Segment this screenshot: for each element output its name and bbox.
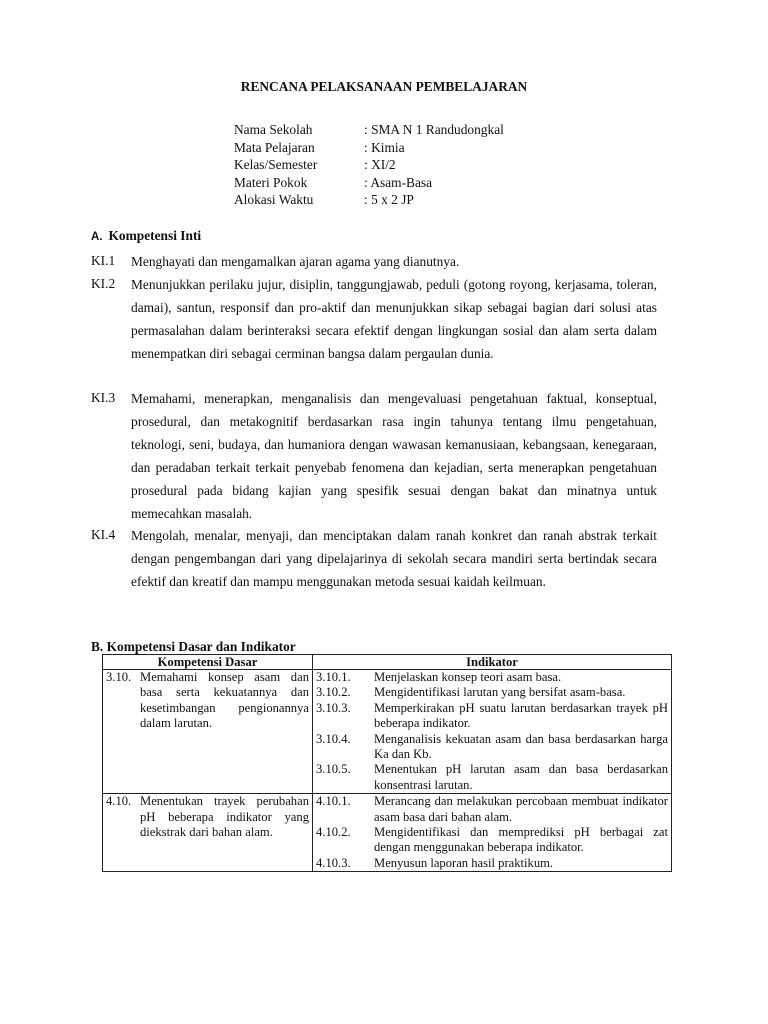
kd-number: 3.10. xyxy=(106,670,132,684)
section-b-heading: B. Kompetensi Dasar dan Indikator xyxy=(91,639,296,654)
identity-row xyxy=(234,156,504,174)
identity-label: Nama Sekolah xyxy=(234,122,313,137)
table-row xyxy=(103,794,672,872)
kd-cell xyxy=(103,670,313,794)
indicator-number: 3.10.2. xyxy=(316,685,351,700)
ki-code: KI.4 xyxy=(91,527,116,542)
identity-label: Materi Pokok xyxy=(234,174,308,190)
indicator-text: Merancang dan melakukan percobaan membuat indikator asam basa dari bahan alam. xyxy=(374,794,668,824)
identity-value: : SMA N 1 Randudongkal xyxy=(364,122,504,137)
indicator-cell xyxy=(313,670,672,794)
identity-block xyxy=(234,121,504,209)
kd-text: Menentukan trayek perubahan pH beberapa indikator yang diekstrak dari bahan alam. xyxy=(140,794,309,840)
indicator-number: 3.10.4. xyxy=(316,731,351,746)
indicator-text: Menyusun laporan hasil praktikum. xyxy=(374,855,554,870)
identity-row xyxy=(234,121,504,139)
ki-text: Menghayati dan mengamalkan ajaran agama yang dianutnya. xyxy=(131,254,460,269)
ki-text: Menunjukkan perilaku jujur, disiplin, tanggungjawab, peduli (gotong royong, kerjasama, toleran, damai), santun, responsif dan pro-aktif dan menunjukkan sikap sebagai bagian dari solusi atas permasalahan dalam berinteraksi secara efektif dengan lingkungan sosial dan alam serta dalam menempatkan diri sebagai cerminan bangsa dalam pergaulan dunia. xyxy=(131,277,657,361)
ki-code: KI.1 xyxy=(91,253,116,268)
kd-cell xyxy=(103,794,313,872)
indicator-number: 4.10.2. xyxy=(316,825,351,840)
indicator-text: Memperkirakan pH suatu larutan berdasarkan trayek pH beberapa indikator. xyxy=(374,700,668,731)
indicator-number: 4.10.1. xyxy=(316,794,351,809)
indicator-number: 3.10.5. xyxy=(316,762,351,777)
table-row xyxy=(103,670,672,794)
ki-text: Mengolah, menalar, menyaji, dan menciptakan dalam ranah konkret dan ranah abstrak terkait dengan pengembangan dari yang dipelajarinya di sekolah secara mandiri serta bertindak secara efektif dan kreatif dan mampu menggunakan metoda sesuai kaidah keilmuan. xyxy=(131,528,657,589)
section-a-title: Kompetensi Inti xyxy=(108,228,202,243)
indicator-number: 3.10.1. xyxy=(316,670,351,684)
section-a-heading xyxy=(91,228,201,244)
identity-value: : 5 x 2 JP xyxy=(364,192,414,207)
ki-text: Memahami, menerapkan, menganalisis dan mengevaluasi pengetahuan faktual, konseptual, prosedural, dan metakognitif berdasarkan rasa ingin tahunya tentang ilmu pengetahuan, teknologi, seni, budaya, dan humaniora dengan wawasan kemanusiaan, kebangsaan, kenegaraan, dan peradaban terkait terkait penyebab fenomena dan kejadian, serta menerapkan pengetahuan prosedural pada bidang kajian yang spesifik sesuai dengan bakat dan minatnya untuk memecahkan masalah. xyxy=(131,391,657,521)
kd-number: 4.10. xyxy=(106,794,132,809)
kd-text: Memahami konsep asam dan basa serta kekuatannya dan kesetimbangan pengionannya dalam larutan. xyxy=(140,670,309,731)
identity-row xyxy=(234,174,504,192)
identity-row xyxy=(234,139,504,157)
ki-code: KI.2 xyxy=(91,276,116,291)
indicator-cell xyxy=(313,794,672,872)
identity-row xyxy=(234,191,504,209)
identity-value: : Asam-Basa xyxy=(364,174,433,190)
identity-label: Kelas/Semester xyxy=(234,157,318,172)
indicator-text: Menjelaskan konsep teori asam basa. xyxy=(374,670,562,684)
identity-value: : Kimia xyxy=(364,139,405,155)
table-header: Kompetensi Dasar xyxy=(103,655,313,670)
indicator-text: Menentukan pH larutan asam dan basa berdasarkan konsentrasi larutan. xyxy=(374,762,668,792)
identity-label: Alokasi Waktu xyxy=(234,192,314,207)
identity-value: : XI/2 xyxy=(364,157,396,172)
indicator-number: 3.10.3. xyxy=(316,700,351,715)
document-title: RENCANA PELAKSANAAN PEMBELAJARAN xyxy=(240,79,528,94)
table-header: Indikator xyxy=(313,655,672,670)
section-a-letter: A. xyxy=(91,231,103,243)
competency-table xyxy=(102,654,672,872)
identity-label: Mata Pelajaran xyxy=(234,139,315,155)
indicator-text: Mengidentifikasi dan memprediksi pH berbagai zat dengan menggunakan beberapa indikator. xyxy=(374,825,668,855)
indicator-number: 4.10.3. xyxy=(316,855,351,870)
indicator-text: Menganalisis kekuatan asam dan basa berdasarkan harga Ka dan Kb. xyxy=(374,731,668,762)
table-header-row xyxy=(103,655,672,670)
ki-code: KI.3 xyxy=(91,390,116,405)
indicator-text: Mengidentifikasi larutan yang bersifat asam-basa. xyxy=(374,685,626,700)
